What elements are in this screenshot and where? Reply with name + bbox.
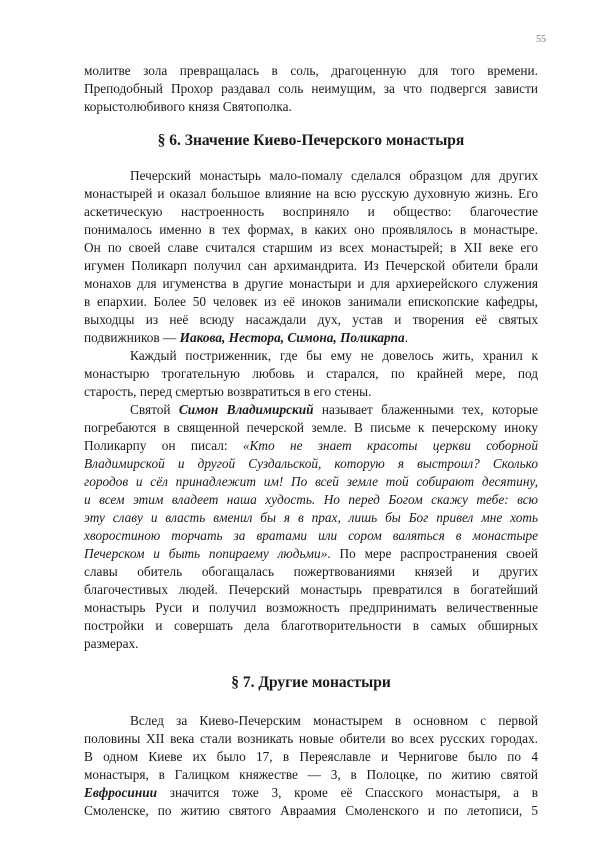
text-line: понималось именно в тех формах, в каких оно проявлялось в монастыре.	[84, 222, 538, 237]
text-line: монастырю трогательную любовь и старался, по крайней мере, под	[84, 366, 538, 381]
text-line: аскетическую настроенность восприняло и общество: благочестие	[84, 204, 538, 219]
section-heading-7: § 7. Другие монастыри	[231, 674, 391, 691]
text-line: корыстолюбивого князя Святополка.	[84, 99, 292, 114]
text-line: размерах.	[84, 636, 139, 651]
text-line: выходцы из неё всюду насаждали дух, устав и творения её святых	[84, 312, 538, 327]
text-line: Каждый постриженник, где бы ему не довелось жить, хранил к	[130, 348, 538, 363]
text-line: Смоленске, по житию святого Авраамия Смоленского и по летописи, 5	[84, 803, 538, 818]
name-simon: Симон Владимирский	[178, 402, 314, 417]
text-line: славы обитель обогащалась пожертвованиями князей и других	[84, 564, 538, 579]
text-line: Святой Симон Владимирский называет блаженными тех, которые	[130, 402, 538, 417]
quote-text: «Кто не знает красоты церкви соборной	[242, 438, 538, 453]
quote-text: Печерском и быть попираему людьми»	[84, 546, 328, 561]
text-line: монастырь Руси и получил возможность предпринимать величественные	[84, 600, 538, 615]
text-line: Евфросинии значится тоже 3, кроме её Спасского монастыря, а в	[84, 785, 538, 800]
text-line: в епархии. Более 50 человек из её иноков занимали епископские кафедры,	[84, 294, 538, 309]
text-line: Преподобный Прохор раздавал соль неимущим, за что подвергся зависти	[84, 81, 538, 96]
text-line: половины XII века стали возникать новые обители во всех русских городах.	[84, 731, 538, 746]
quote-line: городов и сёл принадлежит им! По всей земле той собирают десятину,	[84, 474, 538, 489]
text-line: В одном Киеве их было 17, в Переяславле и Чернигове было по 4	[84, 749, 538, 764]
section-heading-6: § 6. Значение Киево-Печерского монастыря	[157, 132, 465, 149]
text-line: постройки и совершать дела благотворительности в самых обширных	[84, 618, 538, 633]
page-number: 55	[536, 34, 546, 45]
saints-names: Иакова, Нестора, Симона, Поликарпа	[179, 330, 405, 345]
text-line: благочестивых людей. Печерский монастырь превратился в богатейший	[84, 582, 538, 597]
text-line: Печерский монастырь мало-помалу сделался образцом для других	[130, 168, 538, 183]
quote-line: и всем этим владеет наша худость. Но перед Богом скажу тебе: всю	[84, 492, 538, 507]
quote-line: Владимирской и другой Суздальской, которую я выстроил? Сколько	[84, 456, 538, 471]
quote-line: хворостиною торчать за вратами или сором валяться в монастыре	[84, 528, 538, 543]
text-line: монастырей и оказал большое влияние на всю русскую духовную жизнь. Его	[84, 186, 538, 201]
name-evfrosinia: Евфросинии	[84, 785, 158, 800]
quote-line: эту славу и власть вменил бы я в прах, лишь бы Бог привел мне хоть	[84, 510, 538, 525]
text-line: монастыря, в Галицком княжестве — 3, в Полоцке, по житию святой	[84, 767, 538, 782]
text-line: Печерском и быть попираему людьми». По мере распространения своей	[84, 546, 538, 561]
text-line: погребаются в священной печерской земле. В письме к печерскому иноку	[84, 420, 538, 435]
text-line: Вслед за Киево-Печерским монастырем в основном с первой	[130, 713, 538, 728]
text-line: молитве зола превращалась в соль, драгоценную для того времени.	[84, 63, 538, 78]
text-line: старость, перед смертью возвратиться в его стены.	[84, 384, 372, 399]
text-line: Поликарпу он писал: «Кто не знает красоты церкви соборной	[84, 438, 538, 453]
text-line: Он по своей славе считался старшим из всех монастырей; в XII веке его	[84, 240, 538, 255]
text-line: монахов для игуменства в другие монастыри и для архиерейского служения	[84, 276, 538, 291]
text-line: подвижников — Иакова, Нестора, Симона, Поликарпа.	[84, 330, 409, 345]
text-line: игумен Поликарп получил сан архимандрита. Из Печерской обители брали	[84, 258, 538, 273]
